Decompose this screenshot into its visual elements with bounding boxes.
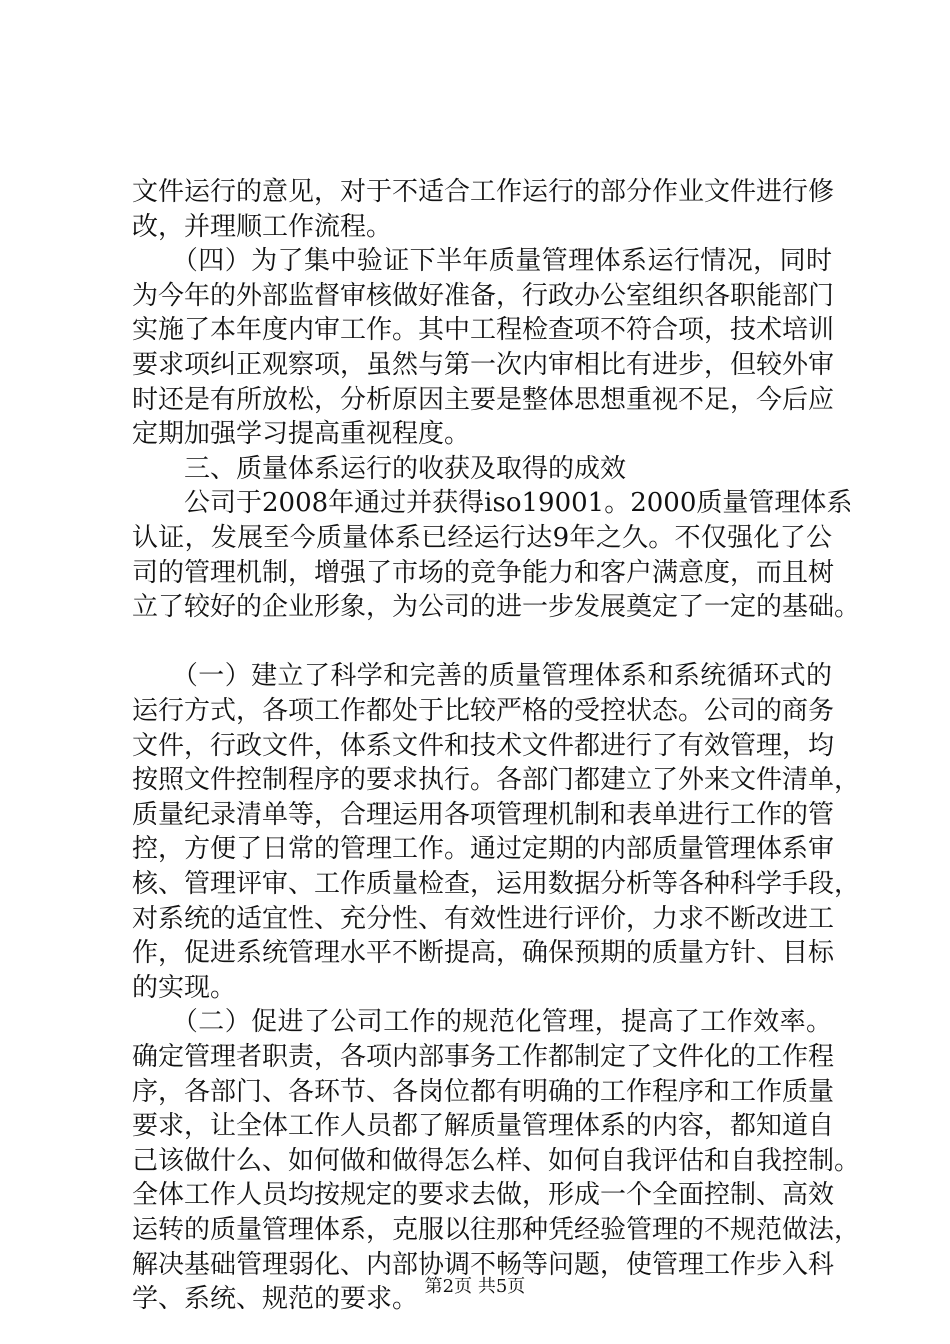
text-line: 控，方便了日常的管理工作。通过定期的内部质量管理体系审 bbox=[132, 834, 835, 865]
text-line bbox=[132, 625, 832, 659]
text-line: 对系统的适宜性、充分性、有效性进行评价，力求不断改进工 bbox=[132, 903, 835, 934]
text-line: 解决基础管理弱化、内部协调不畅等问题，使管理工作步入科 bbox=[132, 1249, 835, 1280]
text-line: 定期加强学习提高重视程度。 bbox=[132, 419, 471, 450]
text-line: 认证，发展至今质量体系已经运行达9年之久。不仅强化了公 bbox=[132, 523, 832, 553]
text-line: 确定管理者职责，各项内部事务工作都制定了文件化的工作程 bbox=[132, 1042, 835, 1072]
text-line: 序，各部门、各环节、各岗位都有明确的工作程序和工作质量 bbox=[132, 1076, 835, 1107]
text-line: 全体工作人员均按规定的要求去做，形成一个全面控制、高效 bbox=[132, 1180, 835, 1211]
text-line: （一）建立了科学和完善的质量管理体系和系统循环式的 bbox=[132, 661, 832, 692]
text-line: 要求项纠正观察项，虽然与第一次内审相比有进步，但较外审 bbox=[132, 350, 835, 380]
text-line: 作，促进系统管理水平不断提高，确保预期的质量方针、目标 bbox=[132, 938, 835, 969]
text-line: 要求，让全体工作人员都了解质量管理体系的内容，都知道自 bbox=[132, 1111, 835, 1142]
text-line: 时还是有所放松，分析原因主要是整体思想重视不足，今后应 bbox=[132, 384, 835, 415]
text-line: 为今年的外部监督审核做好准备，行政办公室组织各职能部门 bbox=[132, 280, 835, 311]
text-line: 公司于2008年通过并获得iso19001。2000质量管理体系 bbox=[132, 488, 853, 519]
text-line: 文件运行的意见，对于不适合工作运行的部分作业文件进行修 bbox=[132, 177, 835, 207]
text-line: 改，并理顺工作流程。 bbox=[132, 211, 393, 242]
text-line: 立了较好的企业形象，为公司的进一步发展奠定了一定的基础。 bbox=[132, 592, 861, 623]
text-line: （四）为了集中验证下半年质量管理体系运行情况，同时 bbox=[132, 246, 832, 277]
text-line: 按照文件控制程序的要求执行。各部门都建立了外来文件清单， bbox=[132, 765, 861, 796]
text-line: 文件，行政文件，体系文件和技术文件都进行了有效管理，均 bbox=[132, 730, 835, 761]
page-footer: 第2页 共5页 bbox=[424, 1276, 526, 1297]
text-line: （二）促进了公司工作的规范化管理，提高了工作效率。 bbox=[132, 1007, 832, 1038]
text-line: 运转的质量管理体系，克服以往那种凭经验管理的不规范做法， bbox=[132, 1215, 861, 1245]
text-line: 三、质量体系运行的收获及取得的成效 bbox=[132, 453, 627, 484]
text-line: 的实现。 bbox=[132, 972, 237, 1003]
text-line: 运行方式，各项工作都处于比较严格的受控状态。公司的商务 bbox=[132, 696, 835, 726]
text-line: 质量纪录清单等，合理运用各项管理机制和表单进行工作的管 bbox=[132, 799, 835, 830]
text-line: 核、管理评审、工作质量检查，运用数据分析等各种科学手段， bbox=[132, 869, 861, 899]
text-line: 学、系统、规范的要求。 bbox=[132, 1284, 419, 1315]
text-line: 司的管理机制，增强了市场的竞争能力和客户满意度，而且树 bbox=[132, 557, 835, 588]
text-line: 实施了本年度内审工作。其中工程检查项不符合项，技术培训 bbox=[132, 315, 835, 346]
text-line: 己该做什么、如何做和做得怎么样、如何自我评估和自我控制。 bbox=[132, 1145, 861, 1176]
